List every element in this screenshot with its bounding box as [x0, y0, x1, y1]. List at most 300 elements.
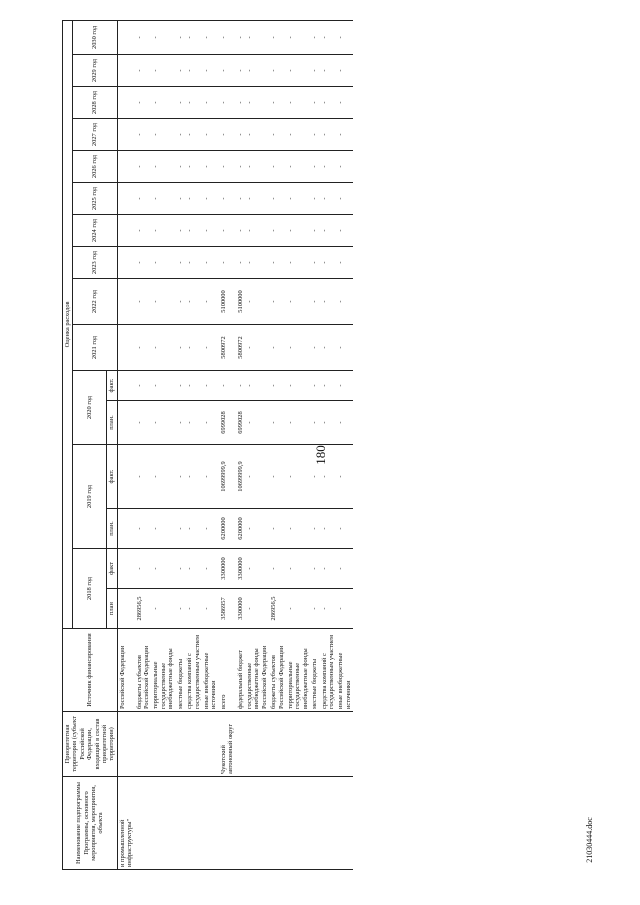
row-value-cell: - — [245, 151, 269, 183]
row-value-cell: - — [176, 20, 185, 54]
row-value-cell — [117, 549, 134, 589]
row-value-cell — [117, 325, 134, 371]
row-value-cell: - — [269, 151, 286, 183]
row-value-cell: - — [286, 509, 310, 549]
row-value-cell: - — [185, 279, 202, 325]
row-value-cell: - — [310, 509, 319, 549]
row-value-cell: - — [151, 445, 175, 509]
row-value-cell: 3300000 — [219, 549, 236, 589]
row-value-cell: - — [336, 215, 353, 247]
row-territory-cell — [286, 712, 310, 777]
row-value-cell: - — [310, 371, 319, 401]
header-2020: 2020 год — [73, 371, 107, 445]
row-value-cell: - — [320, 247, 337, 279]
row-value-cell — [117, 55, 134, 87]
row-value-cell: - — [269, 549, 286, 589]
row-value-cell: - — [185, 445, 202, 509]
row-value-cell: - — [320, 549, 337, 589]
header-year-2023: 2023 год — [73, 247, 117, 279]
row-value-cell: - — [135, 215, 152, 247]
row-value-cell: - — [176, 549, 185, 589]
row-value-cell: - — [176, 183, 185, 215]
row-value-cell: - — [286, 247, 310, 279]
row-value-cell: - — [310, 325, 319, 371]
row-value-cell: - — [245, 119, 269, 151]
row-value-cell: - — [269, 279, 286, 325]
row-value-cell: - — [185, 55, 202, 87]
row-value-cell: - — [176, 279, 185, 325]
row-value-cell: - — [310, 279, 319, 325]
row-value-cell: - — [151, 247, 175, 279]
row-value-cell: - — [151, 20, 175, 54]
row-value-cell: - — [135, 151, 152, 183]
row-value-cell: - — [202, 151, 219, 183]
header-year-2027: 2027 год — [73, 119, 117, 151]
row-value-cell: 5100000 — [236, 279, 245, 325]
row-value-cell: - — [286, 589, 310, 629]
row-value-cell: - — [151, 401, 175, 445]
row-value-cell: - — [245, 549, 269, 589]
row-value-cell: - — [336, 20, 353, 54]
row-value-cell: - — [320, 55, 337, 87]
row-value-cell: - — [135, 509, 152, 549]
row-value-cell: - — [245, 20, 269, 54]
row-value-cell: - — [185, 509, 202, 549]
row-value-cell: - — [185, 119, 202, 151]
row-source-cell: бюджеты субъектов Российской Федерации — [135, 629, 152, 712]
row-value-cell: - — [135, 20, 152, 54]
row-value-cell: - — [219, 151, 236, 183]
row-value-cell: - — [320, 325, 337, 371]
row-value-cell: - — [269, 371, 286, 401]
row-value-cell: - — [269, 325, 286, 371]
row-value-cell: - — [310, 119, 319, 151]
row-value-cell: - — [286, 87, 310, 119]
row-value-cell: - — [286, 549, 310, 589]
row-value-cell: - — [336, 445, 353, 509]
row-value-cell: - — [176, 215, 185, 247]
row-value-cell: - — [151, 279, 175, 325]
header-2018-plan: план — [107, 589, 117, 629]
row-value-cell: - — [310, 55, 319, 87]
row-value-cell: - — [151, 589, 175, 629]
row-value-cell: - — [310, 87, 319, 119]
row-value-cell: - — [336, 247, 353, 279]
header-2020-plan: план. — [107, 401, 117, 445]
row-territory-cell — [320, 712, 337, 777]
row-value-cell: - — [202, 445, 219, 509]
row-value-cell: - — [269, 183, 286, 215]
row-value-cell: - — [320, 371, 337, 401]
row-value-cell: - — [245, 445, 269, 509]
row-value-cell: - — [286, 215, 310, 247]
row-value-cell: - — [310, 215, 319, 247]
row-value-cell: - — [185, 215, 202, 247]
row-value-cell: - — [320, 20, 337, 54]
row-value-cell: - — [286, 279, 310, 325]
row-value-cell: - — [151, 119, 175, 151]
row-value-cell: - — [176, 325, 185, 371]
row-source-cell: федеральный бюджет — [236, 629, 245, 712]
row-value-cell: - — [320, 87, 337, 119]
row-value-cell — [117, 247, 134, 279]
table-row — [219, 20, 236, 869]
row-source-cell: местные бюджеты — [310, 629, 319, 712]
row-value-cell: - — [185, 401, 202, 445]
row-value-cell: - — [202, 589, 219, 629]
row-value-cell: - — [236, 183, 245, 215]
row-value-cell: - — [320, 151, 337, 183]
row-value-cell: - — [151, 87, 175, 119]
row-value-cell: 5800972 — [219, 325, 236, 371]
row-value-cell: - — [236, 20, 245, 54]
row-value-cell: - — [245, 55, 269, 87]
row-value-cell: - — [236, 119, 245, 151]
row-value-cell: - — [151, 371, 175, 401]
row-name-cell — [336, 777, 353, 870]
row-value-cell: - — [336, 509, 353, 549]
row-value-cell: - — [310, 247, 319, 279]
row-name-cell — [269, 777, 286, 870]
header-source: Источник финансирования — [63, 629, 118, 712]
row-value-cell: - — [245, 371, 269, 401]
row-source-cell: иные внебюджетные источники — [336, 629, 353, 712]
row-value-cell: - — [151, 55, 175, 87]
row-name-cell — [135, 777, 152, 870]
row-value-cell: - — [219, 371, 236, 401]
row-source-cell: иные внебюджетные источники — [202, 629, 219, 712]
header-2019-plan: план. — [107, 509, 117, 549]
row-value-cell: - — [185, 549, 202, 589]
row-value-cell: - — [219, 87, 236, 119]
header-year-2021: 2021 год — [73, 325, 117, 371]
row-value-cell — [117, 215, 134, 247]
row-value-cell: - — [336, 325, 353, 371]
table-row — [151, 20, 175, 869]
row-value-cell: - — [202, 549, 219, 589]
row-value-cell: - — [336, 87, 353, 119]
row-value-cell: - — [176, 87, 185, 119]
row-name-cell — [310, 777, 319, 870]
row-value-cell: - — [310, 151, 319, 183]
row-value-cell: - — [202, 247, 219, 279]
row-value-cell: 3300000 — [236, 589, 245, 629]
row-value-cell — [117, 401, 134, 445]
row-value-cell: - — [310, 445, 319, 509]
row-value-cell: - — [135, 401, 152, 445]
row-value-cell: - — [336, 549, 353, 589]
row-territory-cell — [269, 712, 286, 777]
table-row — [135, 20, 152, 869]
row-value-cell: - — [269, 401, 286, 445]
row-value-cell: - — [245, 509, 269, 549]
row-source-cell: территориальные государственные внебюджетные фонды — [286, 629, 310, 712]
row-value-cell: - — [202, 279, 219, 325]
row-name-cell — [176, 777, 185, 870]
row-value-cell: - — [286, 183, 310, 215]
row-value-cell: 6999028 — [236, 401, 245, 445]
row-value-cell: - — [286, 401, 310, 445]
row-name-cell — [202, 777, 219, 870]
footer-filename: 21030444.doc — [585, 817, 594, 863]
row-value-cell: - — [185, 589, 202, 629]
row-value-cell: - — [135, 55, 152, 87]
row-value-cell: - — [202, 20, 219, 54]
row-value-cell: - — [176, 151, 185, 183]
row-value-cell: - — [135, 119, 152, 151]
header-year-2029: 2029 год — [73, 55, 117, 87]
row-value-cell: - — [176, 589, 185, 629]
row-value-cell: 3586957 — [219, 589, 236, 629]
row-value-cell: - — [185, 325, 202, 371]
row-value-cell: - — [236, 87, 245, 119]
row-value-cell — [117, 509, 134, 549]
row-value-cell: - — [202, 401, 219, 445]
rotated-table-wrapper — [62, 20, 562, 870]
row-value-cell: - — [219, 247, 236, 279]
row-value-cell: - — [320, 589, 337, 629]
row-name-cell — [236, 777, 245, 870]
row-value-cell: - — [185, 87, 202, 119]
row-value-cell: 286956,5 — [269, 589, 286, 629]
row-value-cell: - — [219, 215, 236, 247]
row-value-cell: - — [269, 119, 286, 151]
row-value-cell: - — [269, 55, 286, 87]
row-value-cell: - — [151, 509, 175, 549]
row-value-cell: - — [286, 325, 310, 371]
row-value-cell: - — [269, 509, 286, 549]
row-value-cell: 10699999,9 — [219, 445, 236, 509]
row-value-cell: - — [202, 119, 219, 151]
row-value-cell: - — [219, 20, 236, 54]
header-2018: 2018 год — [73, 549, 107, 629]
page-number: 180 — [313, 445, 328, 465]
row-value-cell: - — [286, 371, 310, 401]
row-value-cell: - — [286, 445, 310, 509]
row-value-cell — [117, 119, 134, 151]
row-value-cell: - — [202, 183, 219, 215]
row-value-cell: - — [320, 119, 337, 151]
row-value-cell: - — [336, 55, 353, 87]
row-name-cell — [320, 777, 337, 870]
row-source-cell: средства компаний с государственным участием — [185, 629, 202, 712]
row-territory-cell — [336, 712, 353, 777]
row-value-cell: - — [245, 325, 269, 371]
row-value-cell: - — [286, 20, 310, 54]
row-value-cell: - — [151, 325, 175, 371]
row-source-cell: всего — [219, 629, 236, 712]
row-value-cell: - — [336, 151, 353, 183]
row-value-cell: - — [245, 247, 269, 279]
row-value-cell: - — [269, 87, 286, 119]
row-value-cell: - — [245, 279, 269, 325]
row-value-cell: 6200000 — [219, 509, 236, 549]
row-source-cell: средства компаний с государственным участием — [320, 629, 337, 712]
row-value-cell: - — [135, 87, 152, 119]
row-value-cell: - — [236, 215, 245, 247]
row-value-cell: - — [269, 215, 286, 247]
row-territory-cell — [117, 712, 134, 777]
row-value-cell: - — [236, 247, 245, 279]
table-row — [269, 20, 286, 869]
row-territory-cell — [202, 712, 219, 777]
row-name-cell — [245, 777, 269, 870]
row-value-cell: - — [320, 445, 337, 509]
row-value-cell — [117, 445, 134, 509]
row-value-cell: - — [202, 215, 219, 247]
row-value-cell: - — [176, 55, 185, 87]
row-value-cell: - — [219, 119, 236, 151]
row-value-cell: - — [245, 183, 269, 215]
row-territory-cell — [310, 712, 319, 777]
row-name-cell — [185, 777, 202, 870]
row-value-cell: - — [245, 215, 269, 247]
header-2019-fact: факт. — [107, 445, 117, 509]
row-value-cell: - — [185, 183, 202, 215]
row-value-cell: - — [176, 509, 185, 549]
row-value-cell: 5100000 — [219, 279, 236, 325]
row-value-cell: - — [135, 183, 152, 215]
expenditure-table — [62, 20, 353, 870]
row-value-cell: - — [202, 371, 219, 401]
row-value-cell: 3300000 — [236, 549, 245, 589]
row-value-cell: - — [176, 401, 185, 445]
row-territory-cell — [151, 712, 175, 777]
row-value-cell: - — [202, 55, 219, 87]
table-row — [310, 20, 319, 869]
header-year-2030: 2030 год — [73, 20, 117, 54]
row-value-cell: - — [245, 87, 269, 119]
row-value-cell: - — [135, 247, 152, 279]
row-value-cell: - — [336, 589, 353, 629]
table-row — [185, 20, 202, 869]
row-value-cell: - — [336, 279, 353, 325]
row-value-cell: - — [185, 371, 202, 401]
row-value-cell: - — [336, 401, 353, 445]
row-source-cell: государственные внебюджетные фонды Российской Федерации — [245, 629, 269, 712]
row-value-cell — [117, 87, 134, 119]
header-2019: 2019 год — [73, 445, 107, 549]
header-name: Наименование подпрограммы Программы, основного мероприятия, мероприятия, объекта — [63, 777, 118, 870]
row-value-cell: - — [320, 279, 337, 325]
row-value-cell: - — [310, 183, 319, 215]
row-value-cell: - — [245, 401, 269, 445]
table-row — [117, 20, 134, 869]
row-value-cell: 10699999,9 — [236, 445, 245, 509]
row-territory-cell — [176, 712, 185, 777]
row-territory-cell — [236, 712, 245, 777]
row-value-cell: 5800972 — [236, 325, 245, 371]
row-value-cell: - — [219, 55, 236, 87]
header-year-2024: 2024 год — [73, 215, 117, 247]
row-territory-cell — [135, 712, 152, 777]
row-name-cell: и промышленной инфраструктуры" — [117, 777, 134, 870]
row-value-cell: - — [176, 371, 185, 401]
row-value-cell: - — [320, 401, 337, 445]
row-value-cell — [117, 589, 134, 629]
row-source-cell: территориальные государственные внебюджетные фонды — [151, 629, 175, 712]
row-name-cell — [286, 777, 310, 870]
row-value-cell: - — [151, 183, 175, 215]
row-value-cell: - — [310, 20, 319, 54]
table-row — [320, 20, 337, 869]
row-source-cell: Российской Федерации — [117, 629, 134, 712]
header-2020-fact: факт. — [107, 371, 117, 401]
row-value-cell: - — [269, 247, 286, 279]
table-row — [176, 20, 185, 869]
row-value-cell: - — [151, 151, 175, 183]
table-row — [336, 20, 353, 869]
row-territory-cell — [185, 712, 202, 777]
row-value-cell: - — [320, 509, 337, 549]
row-value-cell: - — [151, 215, 175, 247]
row-value-cell: - — [336, 371, 353, 401]
table-row — [236, 20, 245, 869]
row-name-cell — [219, 777, 236, 870]
row-value-cell: - — [310, 549, 319, 589]
table-row — [286, 20, 310, 869]
row-value-cell: - — [202, 325, 219, 371]
row-value-cell: - — [286, 151, 310, 183]
row-value-cell: - — [310, 589, 319, 629]
row-value-cell: - — [185, 20, 202, 54]
row-value-cell: - — [135, 279, 152, 325]
row-value-cell: - — [336, 119, 353, 151]
row-value-cell: - — [320, 215, 337, 247]
row-value-cell: - — [185, 247, 202, 279]
row-value-cell: - — [269, 20, 286, 54]
header-territory: Приоритетная территория (субъект Российской Федерации, входящий в состав приоритетной территории) — [63, 712, 118, 777]
row-value-cell — [117, 183, 134, 215]
row-value-cell — [117, 279, 134, 325]
row-value-cell: - — [202, 87, 219, 119]
table-row — [202, 20, 219, 869]
row-value-cell: - — [236, 371, 245, 401]
table-row — [245, 20, 269, 869]
header-year-2025: 2025 год — [73, 183, 117, 215]
row-value-cell — [117, 371, 134, 401]
header-2018-fact: факт — [107, 549, 117, 589]
row-value-cell: - — [135, 371, 152, 401]
header-year-2022: 2022 год — [73, 279, 117, 325]
row-source-cell: местные бюджеты — [176, 629, 185, 712]
row-value-cell: - — [310, 401, 319, 445]
row-value-cell: - — [236, 151, 245, 183]
row-value-cell: - — [320, 183, 337, 215]
row-value-cell: - — [202, 509, 219, 549]
row-value-cell: - — [286, 119, 310, 151]
row-value-cell: - — [185, 151, 202, 183]
row-name-cell — [151, 777, 175, 870]
row-value-cell: - — [336, 183, 353, 215]
row-source-cell: бюджеты субъектов Российской Федерации — [269, 629, 286, 712]
row-value-cell: - — [269, 445, 286, 509]
row-value-cell: 286956,5 — [135, 589, 152, 629]
table-body — [117, 20, 353, 869]
row-value-cell: - — [151, 549, 175, 589]
row-value-cell: - — [286, 55, 310, 87]
header-year-2026: 2026 год — [73, 151, 117, 183]
row-value-cell: - — [176, 445, 185, 509]
row-value-cell: - — [176, 119, 185, 151]
row-value-cell: - — [135, 549, 152, 589]
row-value-cell — [117, 151, 134, 183]
row-value-cell: - — [135, 445, 152, 509]
row-value-cell: - — [245, 589, 269, 629]
row-value-cell: - — [176, 247, 185, 279]
header-year-2028: 2028 год — [73, 87, 117, 119]
row-value-cell: 6999028 — [219, 401, 236, 445]
